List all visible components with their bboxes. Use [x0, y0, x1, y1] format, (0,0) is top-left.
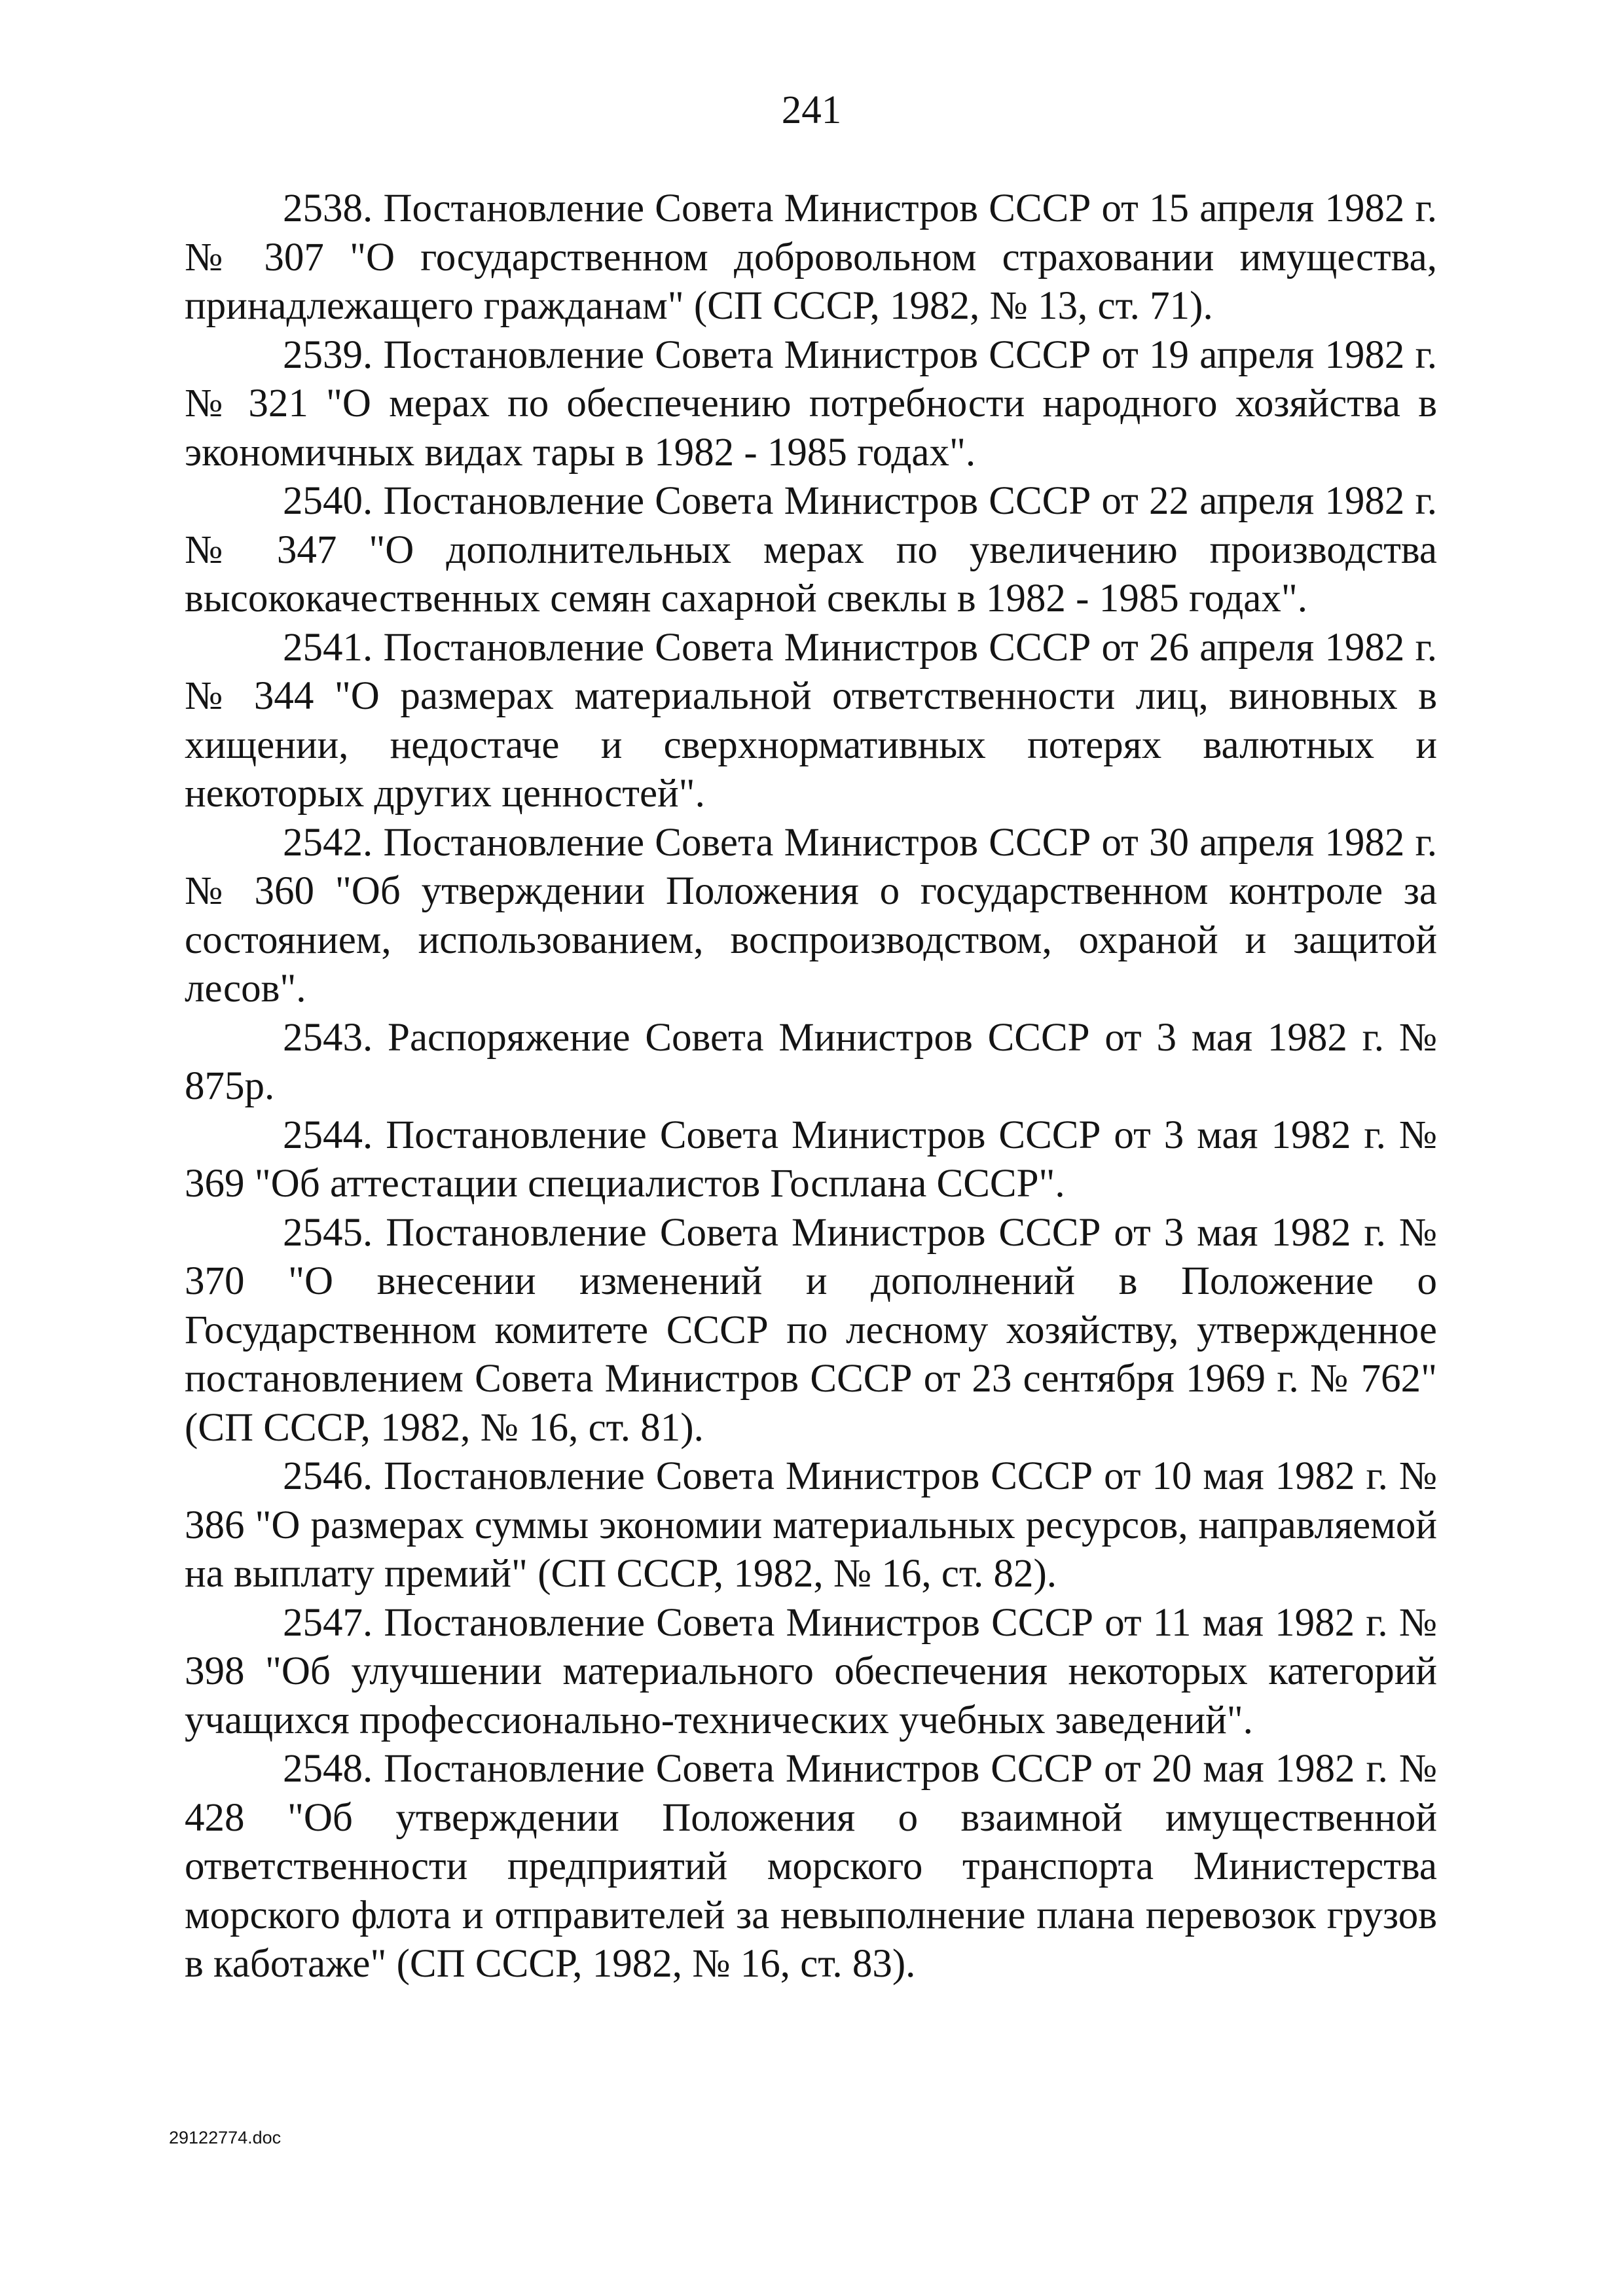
page-number: 241: [781, 88, 842, 132]
entry-2542: 2542. Постановление Совета Министров СССР от 30 апреля 1982 г. № 360 "Об утверждении Положения о государственном контроле за состоянием, использованием, воспроизводством, охраной и защитой лесов".: [185, 820, 1437, 1011]
entry-2545: 2545. Постановление Совета Министров СССР от 3 мая 1982 г. № 370 "О внесении изменений и дополнений в Положение о Государственном комитете СССР по лесному хозяйству, утвержденное постановлением Совета Министров СССР от 23 сентября 1969 г. № 762" (СП СССР, 1982, № 16, ст. 81).: [185, 1210, 1437, 1450]
entry-2539: 2539. Постановление Совета Министров СССР от 19 апреля 1982 г. № 321 "О мерах по обеспечению потребности народного хозяйства в экономичных видах тары в 1982 - 1985 годах".: [185, 332, 1437, 475]
entry-2543: 2543. Распоряжение Совета Министров СССР от 3 мая 1982 г. № 875р.: [185, 1015, 1437, 1108]
entry-2541: 2541. Постановление Совета Министров СССР от 26 апреля 1982 г. № 344 "О размерах материальной ответственности лиц, виновных в хищении, недостаче и сверхнормативных потерях валютных и некоторых других ценностей".: [185, 625, 1437, 816]
entry-2540: 2540. Постановление Совета Министров СССР от 22 апреля 1982 г. № 347 "О дополнительных мерах по увеличению производства высококачественных семян сахарной свеклы в 1982 - 1985 годах".: [185, 479, 1437, 620]
footer-filename: 29122774.doc: [169, 2128, 282, 2147]
entry-2544: 2544. Постановление Совета Министров СССР от 3 мая 1982 г. № 369 "Об аттестации специалистов Госплана СССР".: [185, 1113, 1437, 1206]
entry-2547: 2547. Постановление Совета Министров СССР от 11 мая 1982 г. № 398 "Об улучшении материального обеспечения некоторых категорий учащихся профессионально-технических учебных заведений".: [185, 1600, 1437, 1742]
document-body: [185, 185, 1437, 1989]
entry-2546: 2546. Постановление Совета Министров СССР от 10 мая 1982 г. № 386 "О размерах суммы экономии материальных ресурсов, направляемой на выплату премий" (СП СССР, 1982, № 16, ст. 82).: [185, 1454, 1437, 1596]
entry-2548: 2548. Постановление Совета Министров СССР от 20 мая 1982 г. № 428 "Об утверждении Положения о взаимной имущественной ответственности предприятий морского транспорта Министерства морского флота и отправителей за невыполнение плана перевозок грузов в каботаже" (СП СССР, 1982, № 16, ст. 83).: [185, 1747, 1437, 1986]
entry-2538: 2538. Постановление Совета Министров СССР от 15 апреля 1982 г. № 307 "О государственном добровольном страховании имущества, принадлежащего гражданам" (СП СССР, 1982, № 13, ст. 71).: [185, 187, 1437, 328]
